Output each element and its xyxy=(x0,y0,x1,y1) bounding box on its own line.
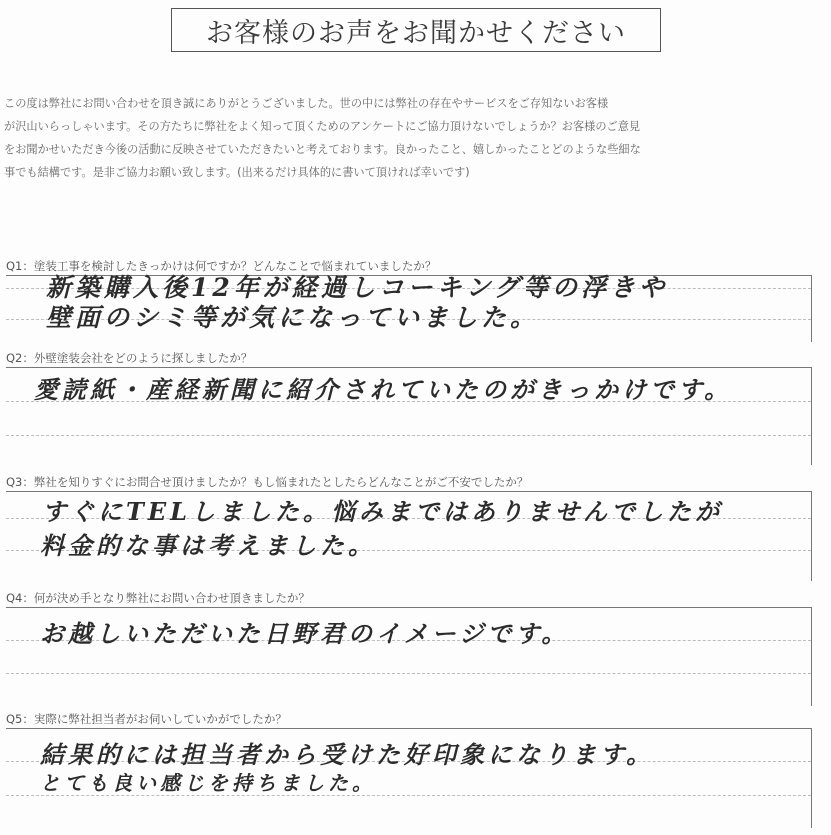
answer-1-line-1: 新築購入後12年が経過しコーキング等の浮きや xyxy=(46,273,669,302)
intro-paragraph xyxy=(4,92,828,184)
answer-box-3 xyxy=(6,491,812,581)
answer-box-5 xyxy=(6,728,812,828)
answer-3-line-1: すぐにTELしました。悩みまではありませんでしたが xyxy=(42,497,724,526)
answer-box-2 xyxy=(6,367,812,465)
answer-2-line-1: 愛読紙・産経新聞に紹介されていたのがきっかけです。 xyxy=(34,375,733,404)
intro-line: この度は弊社にお問い合わせを頂き誠にありがとうございました。世の中には弊社の存在やサービスをご存知ないお客様 xyxy=(4,97,609,110)
answer-box-4 xyxy=(6,607,812,706)
question-3: Q3：弊社を知りすぐにお問合せ頂けましたか？もし悩まれたとしたらどんなことがご不安でしたか？ xyxy=(6,475,529,489)
intro-line: 事でも結構です。是非ご協力お願い致します。(出来るだけ具体的に書いて頂ければ幸いです) xyxy=(4,166,470,179)
intro-line: をお聞かせいただき今後の活動に反映させていただきたいと考えております。良かったこと、嬉しかったことどのような些細な xyxy=(4,143,641,156)
question-1: Q1：塗装工事を検討したきっかけは何ですか？どんなことで悩まれていましたか？ xyxy=(6,259,437,273)
answer-4-line-1: お越しいただいた日野君のイメージです。 xyxy=(40,619,570,648)
answer-5-line-1: 結果的には担当者から受けた好印象になります。 xyxy=(40,740,655,769)
page-title: お客様のお声をお聞かせください xyxy=(171,8,661,52)
question-4: Q4：何が決め手となり弊社にお問い合わせ頂きましたか？ xyxy=(6,591,310,605)
question-2: Q2：外壁塗装会社をどのように探しましたか？ xyxy=(6,351,253,365)
answer-5-line-2: とても良い感じを持ちました。 xyxy=(40,771,376,795)
question-5: Q5：実際に弊社担当者がお伺いしていかがでしたか？ xyxy=(6,712,287,726)
answer-box-1 xyxy=(6,275,812,342)
intro-line: が沢山いらっしゃいます。その方たちに弊社をよく知って頂くためのアンケートにご協力頂けないでしょうか？お客様のご意見 xyxy=(4,120,641,133)
answer-1-line-2: 壁面のシミ等が気になっていました。 xyxy=(46,303,540,332)
answer-3-line-2: 料金的な事は考えました。 xyxy=(40,531,376,560)
